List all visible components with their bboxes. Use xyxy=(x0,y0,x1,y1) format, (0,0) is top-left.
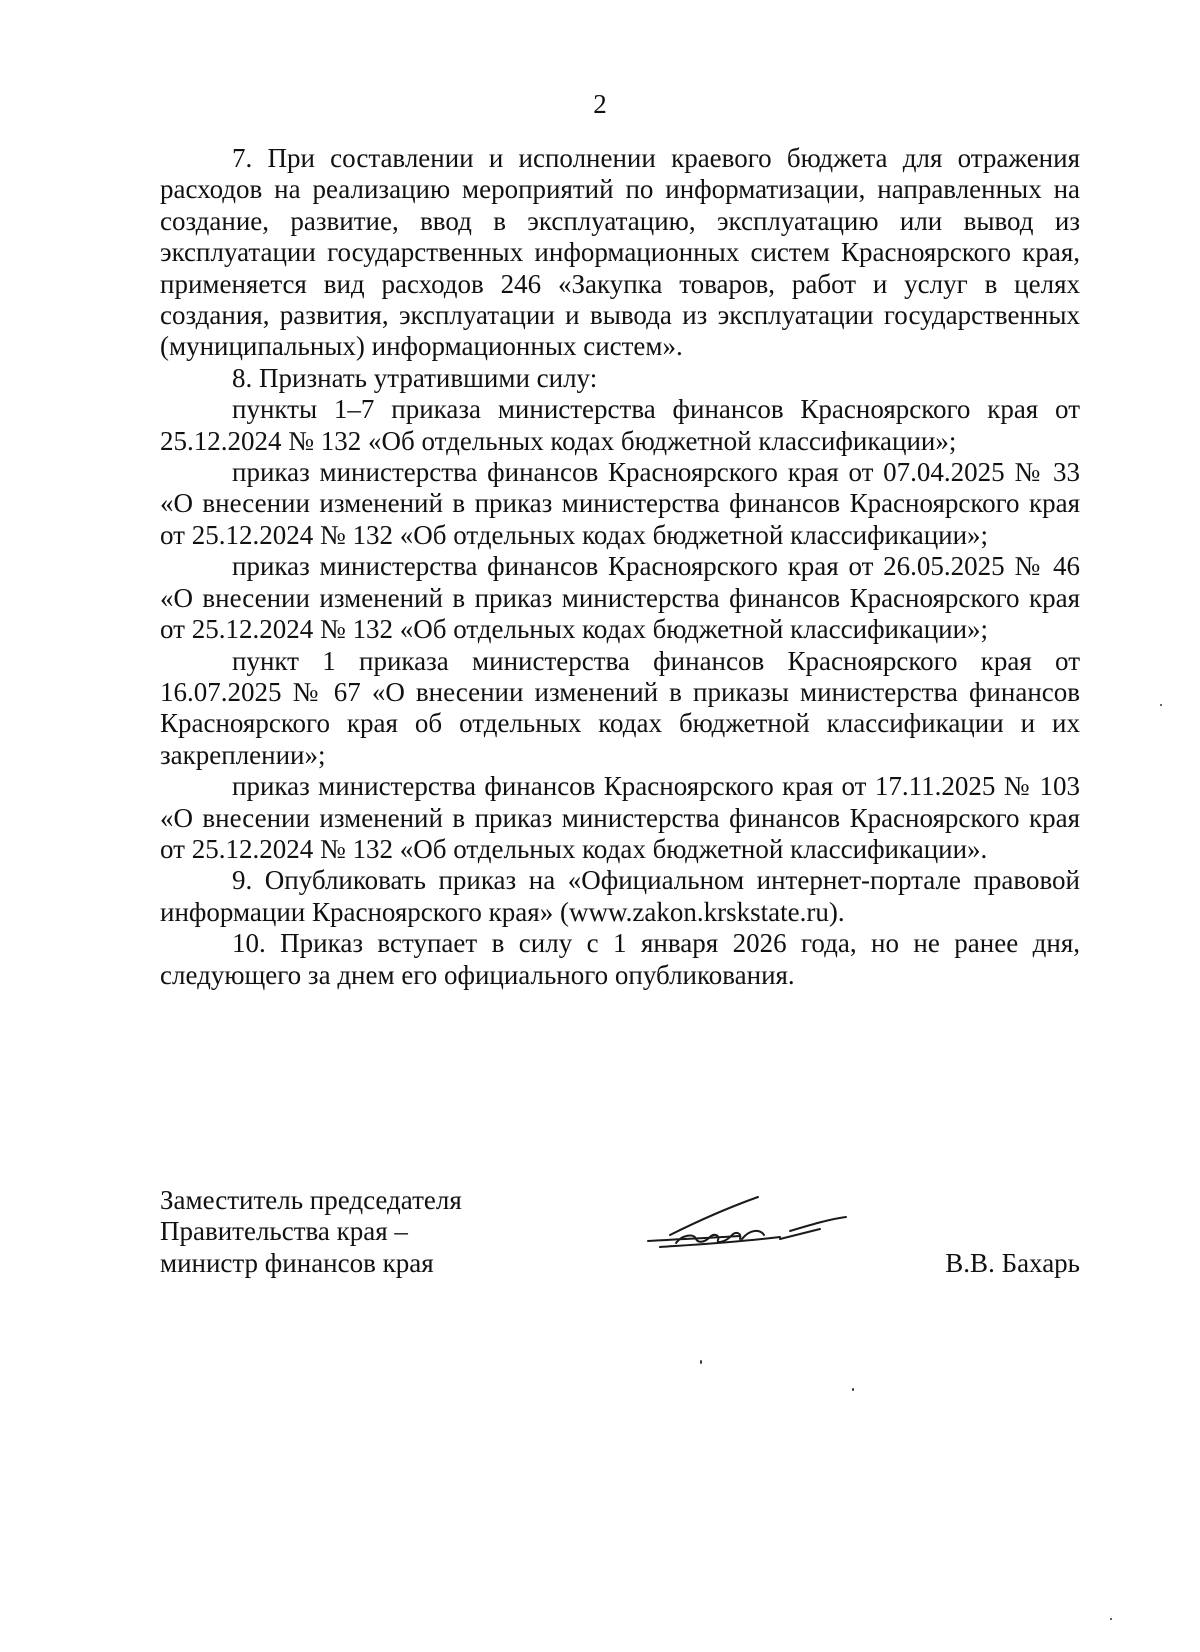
handwritten-signature xyxy=(630,1185,850,1255)
paragraph-7: 7. При составлении и исполнении краевого бюджета для отражения расходов на реализацию мероприятий по информатизации, направленных на создание, развитие, ввод в эксплуатацию, эксплуатацию или вывод из эксплуатации государственных информационных систем Красноярского края, применяется вид расходов 246 «Закупка товаров, работ и услуг в целях создания, развития, эксплуатации и вывода из эксплуатации государственных (муниципальных) информационных систем». xyxy=(160,143,1080,362)
paragraph-10: 10. Приказ вступает в силу с 1 января 2026 года, но не ранее дня, следующего за днем его официального опубликования. xyxy=(160,928,1080,990)
scan-speck xyxy=(700,1360,702,1364)
paragraph-8-item-3: приказ министерства финансов Красноярского края от 26.05.2025 № 46 «О внесении изменений в приказ министерства финансов Красноярского края от 25.12.2024 № 132 «Об отдельных кодах бюджетной классификации»; xyxy=(160,551,1080,645)
signatory-title-line: министр финансов края xyxy=(160,1247,434,1278)
signatory-name: В.В. Бахарь xyxy=(945,1248,1080,1278)
paragraph-8-item-4: пункт 1 приказа министерства финансов Красноярского края от 16.07.2025 № 67 «О внесении изменений в приказы министерства финансов Красноярского края об отдельных кодах бюджетной классификации и их закреплении»; xyxy=(160,645,1080,770)
document-body xyxy=(160,143,1080,991)
paragraph-8: 8. Признать утратившими силу: xyxy=(232,362,598,393)
paragraph-8-item-5: приказ министерства финансов Красноярского края от 17.11.2025 № 103 «О внесении изменений в приказ министерства финансов Красноярского края от 25.12.2024 № 132 «Об отдельных кодах бюджетной классификации». xyxy=(160,771,1080,864)
signatory-title-line: Заместитель председателя xyxy=(160,1185,462,1215)
paragraph-8-item-2: приказ министерства финансов Красноярского края от 07.04.2025 № 33 «О внесении изменений в приказ министерства финансов Красноярского края от 25.12.2024 № 132 «Об отдельных кодах бюджетной классификации»; xyxy=(160,457,1080,550)
scan-speck xyxy=(852,1388,854,1391)
paragraph-8-item-1: пункты 1–7 приказа министерства финансов Красноярского края от 25.12.2024 № 132 «Об отдельных кодах бюджетной классификации»; xyxy=(160,394,1080,456)
signature-block xyxy=(160,1185,1080,1295)
paragraph-9: 9. Опубликовать приказ на «Официальном интернет-портале правовой информации Красноярского края» (www.zakon.krskstate.ru). xyxy=(160,865,1080,927)
page-number: 2 xyxy=(593,89,607,119)
signatory-title xyxy=(160,1185,462,1279)
scan-speck xyxy=(1110,1618,1112,1620)
signatory-title-line: Правительства края – xyxy=(160,1216,408,1247)
scan-speck xyxy=(1160,704,1162,706)
